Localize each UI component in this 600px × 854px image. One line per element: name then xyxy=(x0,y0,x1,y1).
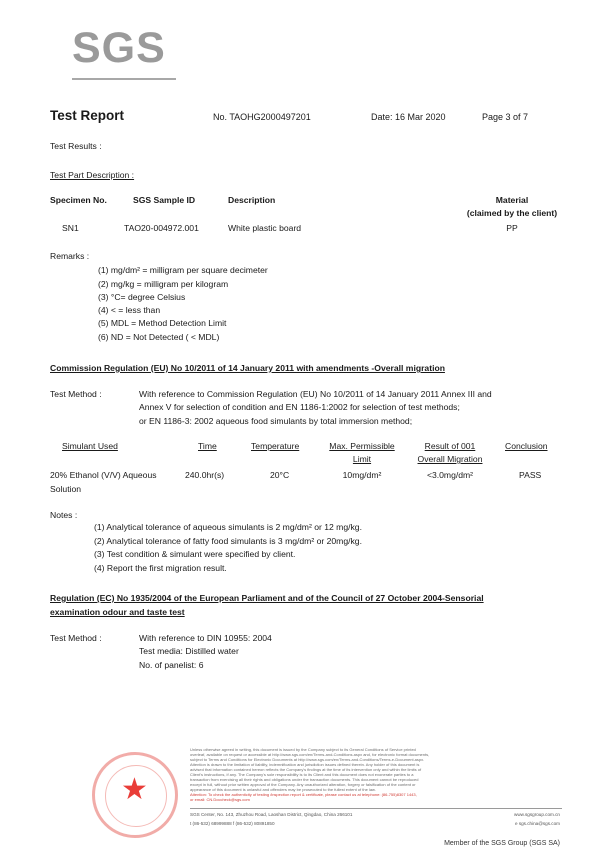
cell-material: PP xyxy=(506,223,518,233)
note-item: (1) Analytical tolerance of aqueous simulants is 2 mg/dm² or 12 mg/kg. xyxy=(94,522,362,532)
remark-item: (5) MDL = Method Detection Limit xyxy=(98,318,227,328)
section-heading-sensorial: Regulation (EC) No 1935/2004 of the European Parliament and of the Council of 27 October 2004-Sensorial xyxy=(50,593,484,603)
sgs-logo-text: SGS xyxy=(72,24,166,72)
col-result: Result of 001 xyxy=(424,441,476,451)
disclaimer-line: overleaf, available on request or accessible at http://www.sgs.com/en/Terms-and-Conditions.aspx and, for electronic format documents, xyxy=(190,752,430,757)
disclaimer-line: subject to Terms and Conditions for Electronic Documents at http://www.sgs.com/en/Terms-and-Conditions/Terms-e-Document.aspx. xyxy=(190,757,425,762)
cell-time: 240.0hr(s) xyxy=(185,470,225,480)
star-icon: ★ xyxy=(121,773,148,806)
col-conclusion: Conclusion xyxy=(505,441,548,451)
cell-simulant: 20% Ethanol (V/V) Aqueous xyxy=(50,470,157,480)
col-temperature: Temperature xyxy=(251,441,300,451)
test-method-line: or EN 1186-3: 2002 aqueous food simulants by total immersion method; xyxy=(139,416,413,426)
footer-disclaimer xyxy=(190,747,562,802)
remark-item: (6) ND = Not Detected ( < MDL) xyxy=(98,332,220,342)
remark-item: (1) mg/dm² = milligram per square decimeter xyxy=(98,265,268,275)
disclaimer-line: appearance of this document is unlawful and offenders may be prosecuted to the fullest extent of the law. xyxy=(190,787,376,792)
section-heading-overall-migration: Commission Regulation (EU) No 10/2011 of 14 January 2011 with amendments -Overall migration xyxy=(50,363,445,373)
cell-conclusion: PASS xyxy=(519,470,542,480)
footer-email[interactable]: e sgs.china@sgs.com xyxy=(514,821,560,826)
test-method-line: Annex V for selection of condition and EN 1186-1:2002 for selection of test methods; xyxy=(139,402,460,412)
col-description: Description xyxy=(228,195,276,205)
email-line: or email: CN.Doccheck@sgs.com xyxy=(190,797,250,802)
report-number: No. TAOHG2000497201 xyxy=(213,112,311,122)
col-max-permissible: Max. Permissible xyxy=(329,441,395,451)
col-material-note: (claimed by the client) xyxy=(466,208,558,218)
disclaimer-line: except in full, without prior written approval of the Company. Any unauthorized alteration, forgery or falsification of the content or xyxy=(190,782,416,787)
test-part-heading: Test Part Description : xyxy=(50,170,135,180)
note-item: (2) Analytical tolerance of fatty food simulants is 3 mg/dm² or 20mg/kg. xyxy=(94,536,362,546)
disclaimer-line: advised that information contained hereon reflects the Company's findings at the time of its intervention only and within the limits of xyxy=(190,767,422,772)
page-number: Page 3 of 7 xyxy=(482,112,529,122)
report-title: Test Report xyxy=(50,108,125,123)
disclaimer-line: Unless otherwise agreed in writing, this document is issued by the Company subject to its General Conditions of Service printed xyxy=(190,747,416,752)
footer-address: SGS Center, No. 143, Zhuzhou Road, Laoshan District, Qingdao, China 266101 xyxy=(190,812,353,817)
remark-item: (2) mg/kg = milligram per kilogram xyxy=(98,279,229,289)
remark-item: (3) °C= degree Celsius xyxy=(98,292,186,302)
attention-line: Attention: To check the authenticity of testing /inspection report & certificate, please contact us at telephone: (86-755)8307 1443, xyxy=(190,792,417,797)
cell-temperature: 20°C xyxy=(270,470,290,480)
notes-label: Notes : xyxy=(50,510,78,520)
col-time: Time xyxy=(198,441,217,451)
test-method-label-2: Test Method : xyxy=(50,633,102,643)
test-method-line: With reference to Commission Regulation (EU) No 10/2011 of 14 January 2011 Annex III and xyxy=(139,389,492,399)
col-material: Material xyxy=(495,195,529,205)
test-method-line-2: No. of panelist: 6 xyxy=(139,660,204,670)
test-results-label: Test Results : xyxy=(50,141,102,151)
cell-max-limit: 10mg/dm² xyxy=(342,470,382,480)
col-sgs-sample-id: SGS Sample ID xyxy=(133,195,196,205)
cell-result: <3.0mg/dm² xyxy=(426,470,474,480)
sgs-logo xyxy=(72,24,168,84)
cell-specimen-no: SN1 xyxy=(62,223,79,233)
footer-website[interactable]: www.sgsgroup.com.cn xyxy=(514,812,560,817)
test-method-label: Test Method : xyxy=(50,389,102,399)
cell-simulant-cont: Solution xyxy=(50,484,82,494)
footer-member-line: Member of the SGS Group (SGS SA) xyxy=(444,840,560,847)
disclaimer-line: Attention is drawn to the limitation of liability, indemnification and jurisdiction issues defined therein. Any holder of this document is xyxy=(190,762,420,767)
section-heading-sensorial-cont: examination odour and taste test xyxy=(50,607,185,617)
logo-underline xyxy=(72,78,176,80)
remarks-label: Remarks : xyxy=(50,251,90,261)
footer-phone: t (86-532) 68999888 f (86-532) 80891850 xyxy=(190,821,275,826)
footer-divider xyxy=(190,808,562,809)
company-seal-stamp xyxy=(92,752,178,838)
report-date: Date: 16 Mar 2020 xyxy=(371,112,446,122)
cell-sample-id: TAO20-004972.001 xyxy=(124,223,199,233)
note-item: (4) Report the first migration result. xyxy=(94,563,227,573)
col-simulant-used: Simulant Used xyxy=(62,441,118,451)
disclaimer-line: Client's instructions, if any. The Company's sole responsibility is to its Client and this document does not exonerate parties to a xyxy=(190,772,414,777)
col-limit: Limit xyxy=(352,454,372,464)
col-overall-migration: Overall Migration xyxy=(417,454,483,464)
test-method-line-2: With reference to DIN 10955: 2004 xyxy=(139,633,272,643)
remark-item: (4) < = less than xyxy=(98,305,161,315)
note-item: (3) Test condition & simulant were specified by client. xyxy=(94,549,296,559)
cell-description: White plastic board xyxy=(228,223,302,233)
col-specimen-no: Specimen No. xyxy=(50,195,107,205)
test-method-line-2: Test media: Distilled water xyxy=(139,646,239,656)
disclaimer-line: transaction from exercising all their rights and obligations under the transaction documents. This document cannot be reproduced xyxy=(190,777,419,782)
